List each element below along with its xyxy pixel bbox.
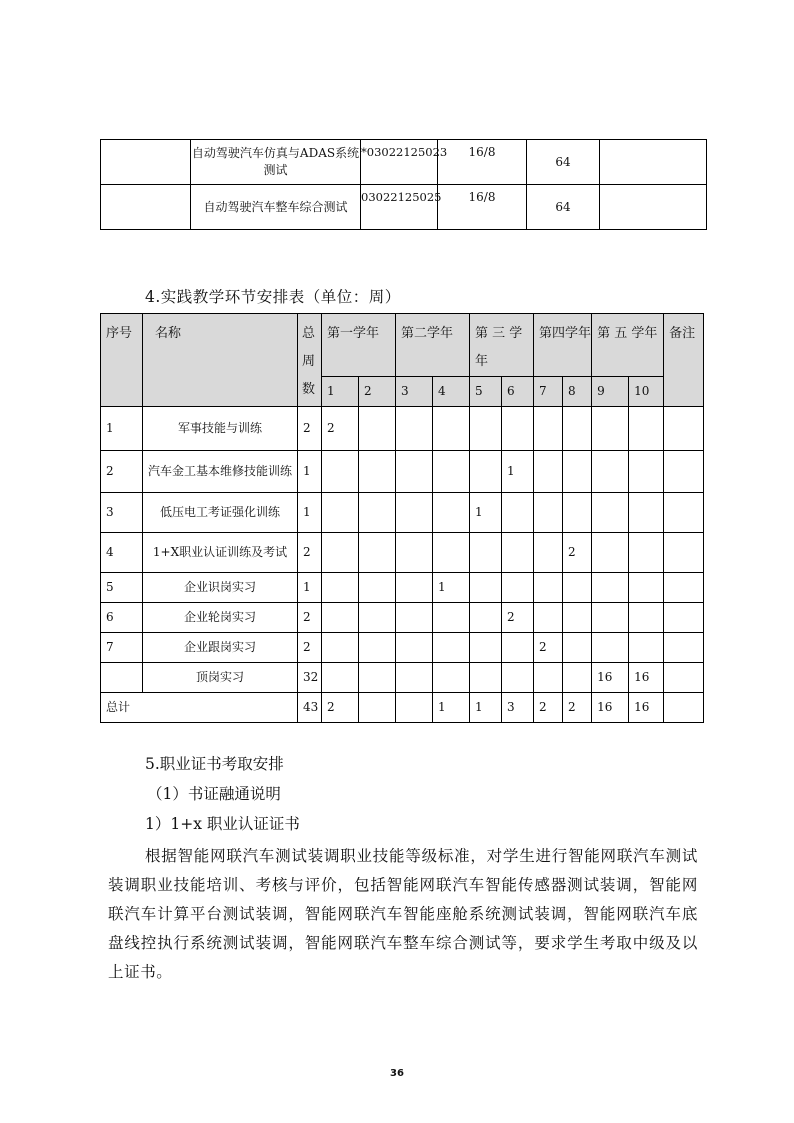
row-semester-7 xyxy=(534,407,563,451)
table-row xyxy=(101,663,704,693)
row-semester-3 xyxy=(396,573,433,603)
row-semester-10 xyxy=(629,451,664,493)
row-total: 32 xyxy=(298,663,322,693)
row-semester-5 xyxy=(470,451,502,493)
row-semester-1 xyxy=(322,493,359,533)
row-semester-6 xyxy=(502,633,534,663)
row-semester-1 xyxy=(322,573,359,603)
semester-header-6: 6 xyxy=(502,377,534,407)
row-note xyxy=(664,407,704,451)
row-semester-10 xyxy=(629,573,664,603)
table-row xyxy=(101,533,704,573)
row-seq: 3 xyxy=(101,493,143,533)
total-note xyxy=(664,693,704,723)
row-semester-6: 1 xyxy=(502,451,534,493)
course-weeks-cell: 16/8 xyxy=(438,185,527,230)
row-semester-6 xyxy=(502,573,534,603)
row-name: 低压电工考证强化训练 xyxy=(143,493,298,533)
course-code-cell: *03022125023 xyxy=(361,140,438,185)
semester-header-2: 2 xyxy=(359,377,396,407)
total-row xyxy=(101,693,704,723)
row-semester-8 xyxy=(563,407,592,451)
row-name: 汽车金工基本维修技能训练 xyxy=(143,451,298,493)
semester-header-7: 7 xyxy=(534,377,563,407)
row-total: 2 xyxy=(298,407,322,451)
row-semester-3 xyxy=(396,603,433,633)
row-semester-2 xyxy=(359,407,396,451)
row-semester-2 xyxy=(359,493,396,533)
total-semester-3 xyxy=(396,693,433,723)
row-semester-2 xyxy=(359,533,396,573)
header-year3: 第 三 学年 xyxy=(470,314,534,377)
semester-header-5: 5 xyxy=(470,377,502,407)
row-semester-8 xyxy=(563,573,592,603)
row-semester-3 xyxy=(396,663,433,693)
row-total: 1 xyxy=(298,573,322,603)
table-row xyxy=(101,493,704,533)
course-name-cell: 自动驾驶汽车仿真与ADAS系统测试 xyxy=(191,140,361,185)
row-semester-6 xyxy=(502,533,534,573)
total-weeks: 43 xyxy=(298,693,322,723)
course-table xyxy=(100,139,707,230)
row-semester-7 xyxy=(534,493,563,533)
row-semester-2 xyxy=(359,603,396,633)
row-seq: 4 xyxy=(101,533,143,573)
row-semester-6 xyxy=(502,493,534,533)
row-semester-7 xyxy=(534,663,563,693)
row-semester-1 xyxy=(322,603,359,633)
row-seq: 1 xyxy=(101,407,143,451)
row-semester-8 xyxy=(563,493,592,533)
row-semester-9 xyxy=(592,451,629,493)
row-semester-5 xyxy=(470,407,502,451)
semester-header-10: 10 xyxy=(629,377,664,407)
semester-header-9: 9 xyxy=(592,377,629,407)
row-total: 2 xyxy=(298,603,322,633)
row-note xyxy=(664,663,704,693)
row-seq xyxy=(101,663,143,693)
row-semester-10 xyxy=(629,407,664,451)
total-semester-4: 1 xyxy=(433,693,470,723)
row-name: 1+X职业认证训练及考试 xyxy=(143,533,298,573)
row-semester-5 xyxy=(470,663,502,693)
semester-header-3: 3 xyxy=(396,377,433,407)
row-semester-4 xyxy=(433,493,470,533)
row-name: 企业识岗实习 xyxy=(143,573,298,603)
course-extra-cell xyxy=(600,185,707,230)
row-note xyxy=(664,533,704,573)
row-semester-6 xyxy=(502,663,534,693)
course-weeks-cell: 16/8 xyxy=(438,140,527,185)
row-semester-10: 16 xyxy=(629,663,664,693)
row-semester-5 xyxy=(470,533,502,573)
header-year4: 第四学年 xyxy=(534,314,592,377)
row-semester-9: 16 xyxy=(592,663,629,693)
row-total: 1 xyxy=(298,493,322,533)
row-semester-1 xyxy=(322,451,359,493)
table-row xyxy=(101,573,704,603)
row-semester-10 xyxy=(629,493,664,533)
row-note xyxy=(664,633,704,663)
row-semester-7 xyxy=(534,603,563,633)
row-semester-7 xyxy=(534,451,563,493)
course-category-cell xyxy=(101,185,191,230)
row-semester-9 xyxy=(592,493,629,533)
header-year1: 第一学年 xyxy=(322,314,396,377)
total-semester-5: 1 xyxy=(470,693,502,723)
row-name: 企业跟岗实习 xyxy=(143,633,298,663)
row-note xyxy=(664,493,704,533)
row-semester-7 xyxy=(534,533,563,573)
row-semester-3 xyxy=(396,533,433,573)
row-name: 企业轮岗实习 xyxy=(143,603,298,633)
row-semester-4 xyxy=(433,603,470,633)
row-seq: 2 xyxy=(101,451,143,493)
row-semester-2 xyxy=(359,573,396,603)
row-semester-5 xyxy=(470,633,502,663)
course-hours-cell: 64 xyxy=(527,185,600,230)
total-semester-10: 16 xyxy=(629,693,664,723)
semester-header-4: 4 xyxy=(433,377,470,407)
row-note xyxy=(664,603,704,633)
row-semester-9 xyxy=(592,407,629,451)
total-label: 总计 xyxy=(101,693,298,723)
header-year5: 第 五 学年 xyxy=(592,314,664,377)
row-semester-7: 2 xyxy=(534,633,563,663)
row-semester-4 xyxy=(433,407,470,451)
cert-sub-sub-heading: 1）1+x 职业认证证书 xyxy=(145,815,300,833)
header-note: 备注 xyxy=(664,314,704,407)
row-semester-4 xyxy=(433,451,470,493)
row-semester-4 xyxy=(433,533,470,573)
row-name: 军事技能与训练 xyxy=(143,407,298,451)
course-code-cell: 03022125025 xyxy=(361,185,438,230)
cert-heading: 5.职业证书考取安排 xyxy=(145,755,284,773)
row-semester-10 xyxy=(629,633,664,663)
row-semester-8 xyxy=(563,663,592,693)
row-semester-8: 2 xyxy=(563,533,592,573)
row-semester-8 xyxy=(563,451,592,493)
semester-header-8: 8 xyxy=(563,377,592,407)
row-note xyxy=(664,573,704,603)
row-semester-1 xyxy=(322,533,359,573)
row-semester-1: 2 xyxy=(322,407,359,451)
course-extra-cell xyxy=(600,140,707,185)
row-semester-3 xyxy=(396,407,433,451)
total-semester-8: 2 xyxy=(563,693,592,723)
header-year2: 第二学年 xyxy=(396,314,470,377)
row-semester-2 xyxy=(359,451,396,493)
row-semester-6: 2 xyxy=(502,603,534,633)
row-semester-1 xyxy=(322,633,359,663)
row-semester-10 xyxy=(629,533,664,573)
row-semester-3 xyxy=(396,493,433,533)
row-semester-3 xyxy=(396,633,433,663)
row-seq: 7 xyxy=(101,633,143,663)
row-total: 2 xyxy=(298,633,322,663)
row-semester-8 xyxy=(563,633,592,663)
row-semester-2 xyxy=(359,663,396,693)
row-seq: 5 xyxy=(101,573,143,603)
row-semester-9 xyxy=(592,533,629,573)
cert-sub-heading: （1）书证融通说明 xyxy=(147,785,281,803)
row-semester-3 xyxy=(396,451,433,493)
row-semester-4 xyxy=(433,633,470,663)
row-seq: 6 xyxy=(101,603,143,633)
row-semester-1 xyxy=(322,663,359,693)
practice-schedule-table xyxy=(100,313,704,723)
header-seq: 序号 xyxy=(101,314,143,407)
total-semester-7: 2 xyxy=(534,693,563,723)
cert-paragraph: 根据智能网联汽车测试装调职业技能等级标准，对学生进行智能网联汽车测试装调职业技能培训、考核与评价，包括智能网联汽车智能传感器测试装调，智能网联汽车计算平台测试装调，智能网联汽车智能座舱系统测试装调，智能网联汽车底盘线控执行系统测试装调，智能网联汽车整车综合测试等，要求学生考取中级及以上证书。 xyxy=(108,847,698,981)
row-semester-6 xyxy=(502,407,534,451)
row-semester-5: 1 xyxy=(470,493,502,533)
table-row xyxy=(101,633,704,663)
header-total: 总周数 xyxy=(298,314,322,407)
row-semester-5 xyxy=(470,603,502,633)
row-semester-9 xyxy=(592,573,629,603)
table-row xyxy=(101,140,707,185)
row-semester-5 xyxy=(470,573,502,603)
row-semester-8 xyxy=(563,603,592,633)
row-semester-4: 1 xyxy=(433,573,470,603)
row-semester-4 xyxy=(433,663,470,693)
row-name: 顶岗实习 xyxy=(143,663,298,693)
row-total: 1 xyxy=(298,451,322,493)
course-hours-cell: 64 xyxy=(527,140,600,185)
semester-header-1: 1 xyxy=(322,377,359,407)
total-semester-9: 16 xyxy=(592,693,629,723)
table-row xyxy=(101,451,704,493)
practice-table-title: 4.实践教学环节安排表（单位：周） xyxy=(145,288,401,306)
table-row xyxy=(101,603,704,633)
row-semester-9 xyxy=(592,603,629,633)
row-semester-9 xyxy=(592,633,629,663)
row-semester-2 xyxy=(359,633,396,663)
course-category-cell xyxy=(101,140,191,185)
row-total: 2 xyxy=(298,533,322,573)
page-number: 36 xyxy=(390,1068,404,1079)
row-semester-7 xyxy=(534,573,563,603)
row-semester-10 xyxy=(629,603,664,633)
total-semester-1: 2 xyxy=(322,693,359,723)
total-semester-2 xyxy=(359,693,396,723)
header-name: 名称 xyxy=(143,314,298,407)
course-name-cell: 自动驾驶汽车整车综合测试 xyxy=(191,185,361,230)
row-note xyxy=(664,451,704,493)
table-row xyxy=(101,185,707,230)
total-semester-6: 3 xyxy=(502,693,534,723)
table-row xyxy=(101,407,704,451)
